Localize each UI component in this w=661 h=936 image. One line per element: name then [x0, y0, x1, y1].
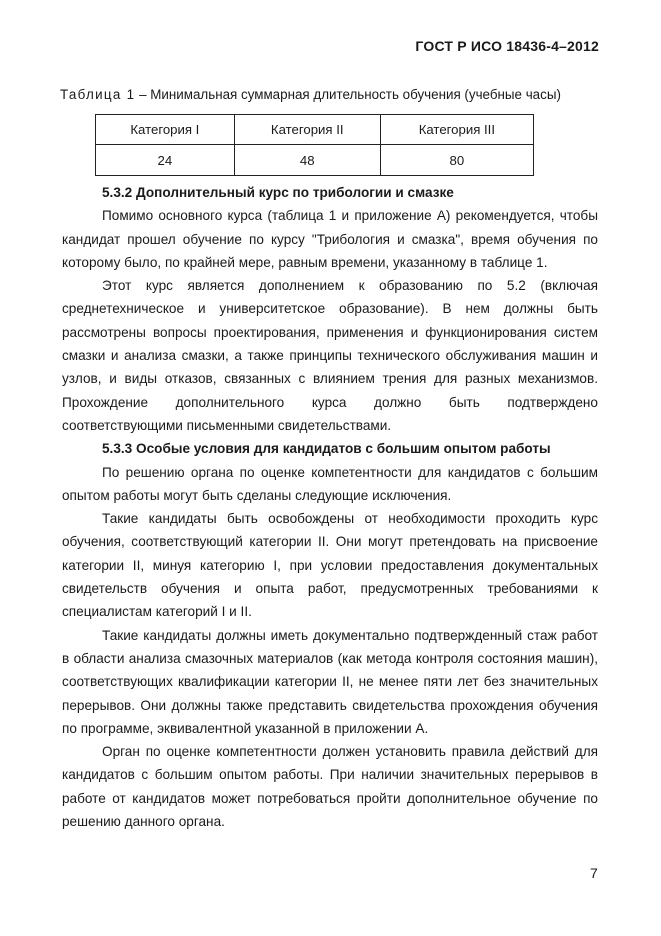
- table-caption: [60, 87, 561, 102]
- table-cell: 24: [96, 145, 235, 176]
- paragraph: Орган по оценке компетентности должен установить правила действий для кандидатов с большим опытом работы. При наличии значительных перерывов в работе от кандидатов может потребоваться пройти дополнительное обучение по решению данного органа.: [62, 744, 598, 830]
- page-number: 7: [590, 865, 598, 881]
- section-heading: 5.3.2 Дополнительный курс по трибологии и смазке: [102, 185, 454, 200]
- document-body: [62, 181, 598, 833]
- paragraph: Этот курс является дополнением к образованию по 5.2 (включая среднетехническое и университетское образование). В нем должны быть рассмотрены вопросы проектирования, применения и функционирования систем смазки и анализа смазки, а также принципы технического обслуживания машин и узлов, и виды отказов, связанных с влиянием трения для разных механизмов. Прохождение дополнительного курса должно быть подтверждено соответствующими письменными свидетельствами.: [62, 278, 598, 433]
- document-designation: ГОСТ Р ИСО 18436-4–2012: [415, 38, 599, 54]
- training-hours-table: [95, 114, 534, 176]
- paragraph: Такие кандидаты должны иметь документально подтвержденный стаж работ в области анализа смазочных материалов (как метода контроля состояния машин), соответствующих квалификации категории II, не менее пяти лет без значительных перерывов. Они должны также представить свидетельства прохождения обучения по программе, эквивалентной указанной в приложении А.: [62, 627, 598, 736]
- table-caption-label: Таблица 1: [60, 87, 136, 102]
- table-cell: 48: [234, 145, 380, 176]
- paragraph: По решению органа по оценке компетентности для кандидатов с большим опытом работы могут быть сделаны следующие исключения.: [62, 464, 598, 503]
- paragraph: Такие кандидаты быть освобождены от необходимости проходить курс обучения, соответствующий категории II. Они могут претендовать на присвоение категории II, минуя категорию I, при условии предоставления документальных свидетельств обучения и опыта работ, предусмотренных требованиями к специалистам категорий I и II.: [62, 511, 598, 620]
- table-header-row: [96, 115, 534, 145]
- table-caption-text: – Минимальная суммарная длительность обучения (учебные часы): [135, 87, 561, 102]
- paragraph: Помимо основного курса (таблица 1 и приложение А) рекомендуется, чтобы кандидат прошел обучение по курсу "Трибология и смазка", время обучения по которому было, по крайней мере, равным времени, указанному в таблице 1.: [62, 208, 598, 270]
- table-header-cell: Категория I: [96, 115, 235, 145]
- table-row: [96, 145, 534, 176]
- table-header-cell: Категория III: [380, 115, 533, 145]
- table-cell: 80: [380, 145, 533, 176]
- section-heading: 5.3.3 Особые условия для кандидатов с большим опытом работы: [102, 441, 551, 457]
- table-header-cell: Категория II: [234, 115, 380, 145]
